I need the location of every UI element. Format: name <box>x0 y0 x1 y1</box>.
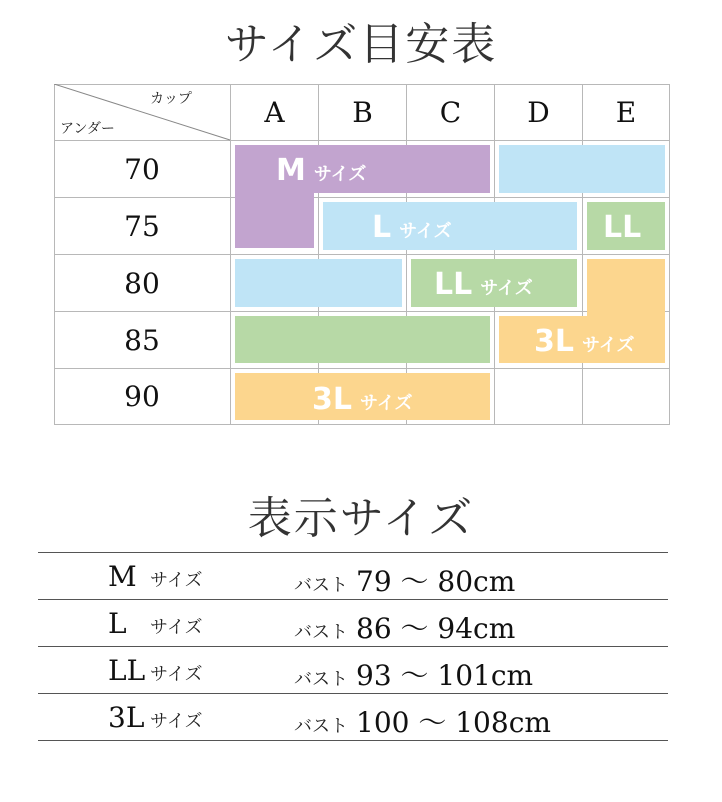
cup-c-header: C <box>439 95 462 129</box>
table-row <box>38 599 668 646</box>
size-cell: LL サイズ <box>108 654 203 687</box>
cup-a-header: A <box>264 95 285 129</box>
under-85-header: 85 <box>124 323 160 357</box>
size-chart <box>54 84 670 424</box>
l-size-block <box>499 145 665 193</box>
cup-d-header: D <box>527 95 550 129</box>
cup-label: カップ <box>150 91 192 107</box>
under-label: アンダー <box>60 121 115 137</box>
table-row <box>38 552 668 599</box>
m-size-block <box>235 193 314 248</box>
l-size-block <box>235 259 402 307</box>
l-size-label: L サイズ <box>372 210 452 245</box>
under-80-header: 80 <box>124 266 160 300</box>
under-70-header: 70 <box>124 152 160 186</box>
grid-line <box>54 424 670 425</box>
table-row <box>38 646 668 693</box>
ll-size-block <box>235 316 490 363</box>
grid-line <box>669 84 670 425</box>
display-size-title: 表示サイズ <box>247 493 475 544</box>
table-row <box>38 693 668 741</box>
bust-cell: バスト 93 〜 101cm <box>294 659 534 692</box>
cup-e-header: E <box>615 95 637 129</box>
size-cell: L サイズ <box>108 607 203 640</box>
under-75-header: 75 <box>124 209 160 243</box>
ll-size-label: LL サイズ <box>434 267 533 302</box>
3l-size-label-bottom: 3L サイズ <box>312 382 413 417</box>
ll-small-label: LL <box>603 210 642 245</box>
size-cell: 3L サイズ <box>108 701 203 734</box>
cup-b-header: B <box>352 95 373 129</box>
m-size-label: M サイズ <box>276 153 367 188</box>
under-90-header: 90 <box>124 380 160 413</box>
bust-cell: バスト 86 〜 94cm <box>294 612 516 645</box>
size-cell: M サイズ <box>108 560 203 593</box>
page-title: サイズ目安表 <box>224 19 498 70</box>
display-size-table <box>38 552 668 741</box>
3l-size-block <box>587 259 665 316</box>
bust-cell: バスト 79 〜 80cm <box>294 565 516 598</box>
3l-size-label-right: 3L サイズ <box>534 324 635 359</box>
bust-cell: バスト 100 〜 108cm <box>294 706 551 739</box>
